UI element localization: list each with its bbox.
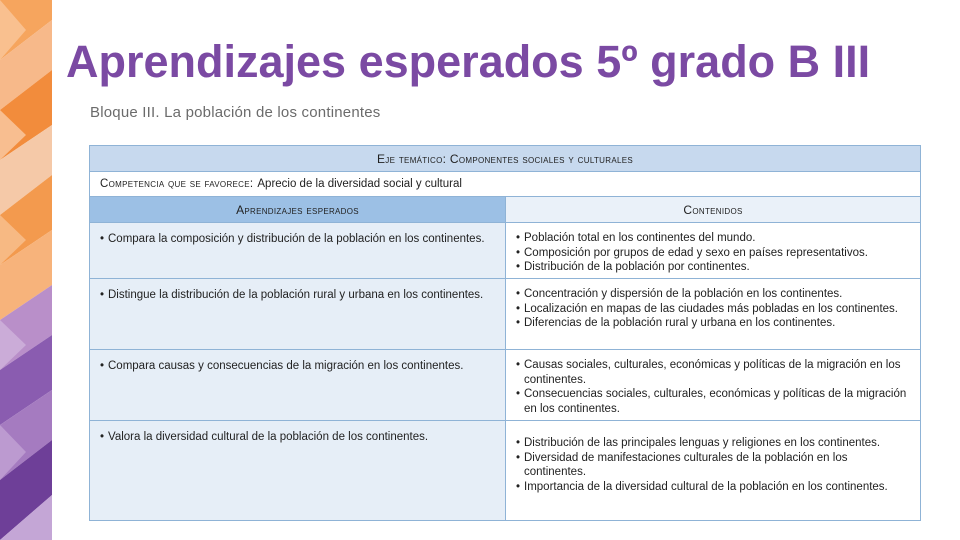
bullet: • [100,233,105,245]
aprendizaje-cell [90,279,506,349]
aprendizaje-text: Compara causas y consecuencias de la migración en los continentes. [108,360,464,372]
bullet: • [516,302,521,315]
block-subtitle: Bloque III. La población de los continentes [90,104,381,121]
curriculum-table [89,145,921,521]
competencia-row [90,172,920,197]
bullet: • [100,431,105,443]
aprendizaje-text: Distingue la distribución de la población rural y urbana en los continentes. [108,289,484,301]
table-row [90,350,920,421]
aprendizaje-cell [90,223,506,278]
contenidos-cell [506,350,920,420]
contenido-item: Distribución de las principales lenguas y religiones en los continentes. [524,437,881,449]
table-row [90,223,920,279]
column-headers [90,197,920,223]
decorative-side-pattern [0,0,52,540]
table-row [90,279,920,350]
competencia-value: Aprecio de la diversidad social y cultural [257,178,462,190]
bullet: • [516,451,521,464]
contenidos-cell [506,421,920,520]
col-contenidos-header: Contenidos [506,197,920,222]
contenido-item: Concentración y dispersión de la población en los continentes. [524,288,843,300]
bullet: • [516,437,521,449]
aprendizaje-cell [90,350,506,420]
contenido-item: Distribución de la población por continentes. [524,261,750,273]
eje-tematico-header: Eje temático: Componentes sociales y culturales [90,146,920,172]
contenido-item: Diversidad de manifestaciones culturales de la población en los continentes. [524,451,848,478]
aprendizaje-text: Compara la composición y distribución de la población en los continentes. [108,233,485,245]
bullet: • [516,359,521,371]
aprendizaje-cell [90,421,506,520]
bullet: • [516,388,521,400]
contenido-item: Localización en mapas de las ciudades más pobladas en los continentes. [524,302,898,315]
bullet: • [516,246,521,259]
contenido-item: Composición por grupos de edad y sexo en países representativos. [524,246,868,259]
bullet: • [516,480,521,493]
aprendizaje-text: Valora la diversidad cultural de la población de los continentes. [108,431,429,443]
contenidos-cell [506,223,920,278]
bullet: • [516,317,521,329]
bullet: • [100,289,105,301]
contenido-item: Diferencias de la población rural y urbana en los continentes. [524,317,836,329]
contenido-item: Población total en los continentes del mundo. [524,232,756,244]
bullet: • [516,232,521,244]
contenido-item: Causas sociales, culturales, económicas y políticas de la migración en los continentes. [524,359,901,386]
contenido-item: Consecuencias sociales, culturales, económicas y políticas de la migración en los continentes. [524,388,907,415]
competencia-label: Competencia que se favorece: [100,178,254,190]
bullet: • [516,261,521,273]
bullet: • [516,288,521,300]
bullet: • [100,360,105,372]
slide-title: Aprendizajes esperados 5º grado B III [66,36,871,87]
table-row [90,421,920,520]
contenidos-cell [506,279,920,349]
col-aprendizajes-header: Aprendizajes esperados [90,197,506,222]
contenido-item: Importancia de la diversidad cultural de la población en los continentes. [524,480,888,493]
